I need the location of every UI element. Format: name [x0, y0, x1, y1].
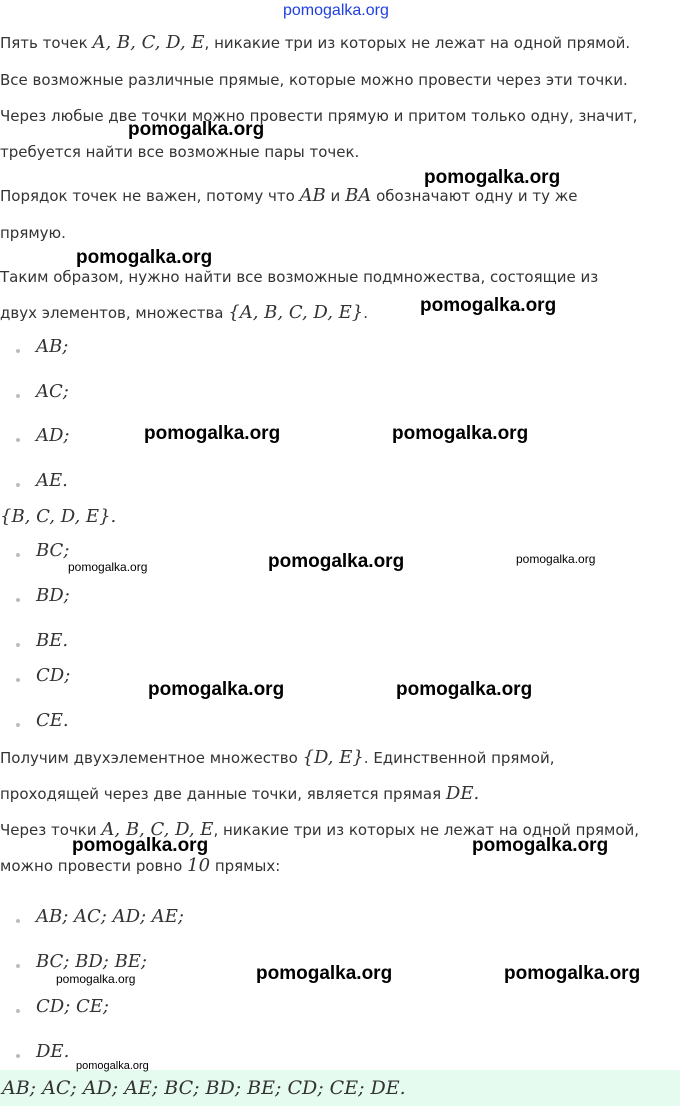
- bullet-icon: [16, 1009, 20, 1013]
- bullet-icon: [16, 394, 20, 398]
- list-item: CD;: [36, 665, 71, 686]
- math-set: {A, B, C, D, E}: [228, 302, 364, 323]
- paragraph-subsets-line2: [0, 302, 368, 324]
- watermark: pomogalka.org: [76, 247, 213, 268]
- list-item: AC;: [36, 381, 69, 402]
- list-item: AE.: [36, 470, 68, 491]
- paragraph-find: Все возможные различные прямые, которые можно провести через эти точки.: [0, 71, 628, 89]
- watermark: pomogalka.org: [68, 560, 148, 574]
- list-item: DE.: [36, 1041, 70, 1062]
- paragraph-conclusion-line2: [0, 855, 280, 877]
- paragraph-order-line2: прямую.: [0, 224, 66, 242]
- watermark: pomogalka.org: [392, 423, 529, 444]
- bullet-icon: [16, 723, 20, 727]
- watermark: pomogalka.org: [128, 119, 265, 140]
- bullet-icon: [16, 1054, 20, 1058]
- list-item: BC; BD; BE;: [36, 951, 147, 972]
- watermark: pomogalka.org: [472, 835, 609, 856]
- paragraph-reasoning-line1: Через любые две точки можно провести прямую и притом только одну, значит,: [0, 107, 638, 125]
- bullet-icon: [16, 964, 20, 968]
- math-set-remaining: {B, C, D, E}.: [0, 506, 117, 527]
- watermark: pomogalka.org: [72, 835, 209, 856]
- top-watermark: pomogalka.org: [283, 2, 389, 19]
- text: и: [325, 187, 346, 205]
- list-item: AD;: [36, 425, 70, 446]
- bullet-icon: [16, 438, 20, 442]
- text: . Единственной прямой,: [363, 749, 555, 767]
- bullet-icon: [16, 643, 20, 647]
- text: , никакие три из которых не лежат на одной прямой,: [213, 821, 640, 839]
- text: Пять точек: [0, 34, 93, 52]
- text: Порядок точек не важен, потому что: [0, 187, 300, 205]
- list-item: CD; CE;: [36, 996, 109, 1017]
- watermark: pomogalka.org: [504, 963, 641, 984]
- math-count: 10: [187, 855, 211, 876]
- paragraph-reasoning-line2: требуется найти все возможные пары точек.: [0, 143, 360, 161]
- paragraph-last-set: [0, 747, 554, 769]
- watermark: pomogalka.org: [148, 679, 285, 700]
- math-set-de: {D, E}: [302, 747, 364, 768]
- bullet-icon: [16, 598, 20, 602]
- watermark: pomogalka.org: [516, 552, 596, 566]
- list-item: BE.: [36, 630, 69, 651]
- list-item: AB; AC; AD; AE;: [36, 906, 184, 927]
- math-de: DE.: [445, 783, 480, 804]
- list-item: CE.: [36, 710, 69, 731]
- list-item: BD;: [36, 585, 70, 606]
- bullet-icon: [16, 553, 20, 557]
- watermark: pomogalka.org: [396, 679, 533, 700]
- answer-text: AB; AC; AD; AE; BC; BD; BE; CD; CE; DE.: [2, 1077, 406, 1099]
- text: двух элементов, множества: [0, 304, 229, 322]
- text: обозначают одну и ту же: [371, 187, 578, 205]
- bullet-icon: [16, 483, 20, 487]
- list-item: BC;: [36, 540, 70, 561]
- watermark: pomogalka.org: [56, 972, 136, 986]
- math-points: A, B, C, D, E: [101, 819, 214, 840]
- watermark: pomogalka.org: [268, 551, 405, 572]
- math-points: A, B, C, D, E: [92, 32, 205, 53]
- bullet-icon: [16, 349, 20, 353]
- text: Через точки: [0, 821, 102, 839]
- list-item: AB;: [36, 336, 69, 357]
- bullet-icon: [16, 919, 20, 923]
- text: Получим двухэлементное множество: [0, 749, 303, 767]
- watermark: pomogalka.org: [76, 1060, 149, 1072]
- watermark: pomogalka.org: [424, 167, 561, 188]
- text: проходящей через две данные точки, является прямая: [0, 785, 446, 803]
- watermark: pomogalka.org: [144, 423, 281, 444]
- math-ba: BA: [345, 185, 372, 206]
- text: , никакие три из которых не лежат на одной прямой.: [204, 34, 631, 52]
- bullet-icon: [16, 678, 20, 682]
- watermark: pomogalka.org: [256, 963, 393, 984]
- answer-box: [0, 1070, 680, 1106]
- text: .: [363, 304, 369, 322]
- text: прямых:: [210, 857, 281, 875]
- paragraph-given: [0, 32, 630, 54]
- math-ab: AB: [299, 185, 326, 206]
- paragraph-last-set-line2: [0, 783, 479, 805]
- watermark: pomogalka.org: [420, 295, 557, 316]
- paragraph-subsets-line1: Таким образом, нужно найти все возможные подмножества, состоящие из: [0, 268, 599, 286]
- text: можно провести ровно: [0, 857, 188, 875]
